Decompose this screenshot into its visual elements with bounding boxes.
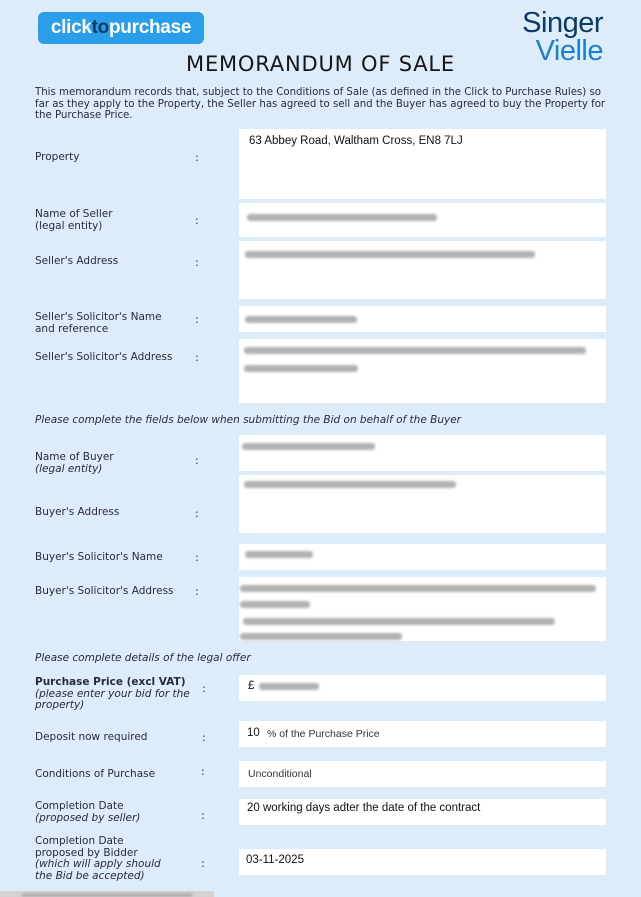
seller-name-label: [35, 209, 113, 232]
buyer-address-field[interactable]: [239, 475, 606, 533]
completion-seller-field[interactable]: [239, 799, 606, 825]
completion-bidder-label-line1: Completion Date: [35, 835, 124, 847]
deposit-suffix: % of the Purchase Price: [267, 728, 380, 740]
redacted-text: [240, 633, 402, 640]
logo-line-vielle: Vielle: [535, 35, 603, 67]
completion-bidder-colon: :: [201, 857, 205, 870]
seller-name-field[interactable]: [239, 203, 606, 237]
buyer-solicitor-colon: :: [195, 551, 199, 564]
conditions-label: Conditions of Purchase: [35, 768, 156, 780]
seller-address-label: Seller's Address: [35, 255, 119, 267]
intro-paragraph: This memorandum records that, subject to the Conditions of Sale (as defined in the Click to Purchase Rules) so far as they apply to the Property, the Seller has agreed to sell and the Buyer has agreed to buy the Property for the Purchase Price.: [35, 87, 606, 121]
buyer-solicitor-address-field[interactable]: [239, 577, 606, 641]
logo-text-click: click: [50, 17, 92, 38]
completion-bidder-label-line3: (which will apply should: [35, 858, 161, 870]
completion-seller-colon: :: [201, 809, 205, 822]
completion-bidder-label-line4: the Bid be accepted): [35, 869, 145, 882]
completion-seller-label-line2: (proposed by seller): [35, 811, 141, 824]
buyer-address-colon: :: [195, 507, 199, 520]
property-colon: :: [195, 151, 199, 164]
redacted-text: [245, 251, 535, 258]
conditions-value: Unconditional: [248, 768, 312, 780]
completion-bidder-label-line2: proposed by Bidder: [35, 846, 138, 859]
click-to-purchase-logo: [38, 12, 204, 44]
buyer-solicitor-label: Buyer's Solicitor's Name: [35, 551, 163, 563]
seller-solicitor-label: [35, 312, 162, 335]
seller-solicitor-label-line2: and reference: [35, 322, 109, 335]
seller-solicitor-field[interactable]: [239, 306, 606, 332]
logo-text-purchase: purchase: [109, 17, 192, 38]
seller-address-field[interactable]: [239, 241, 606, 299]
deposit-label: Deposit now required: [35, 731, 148, 743]
completion-seller-value: 20 working days adter the date of the contract: [247, 802, 481, 814]
buyer-solicitor-field[interactable]: [239, 544, 606, 570]
conditions-field[interactable]: [239, 761, 606, 787]
completion-seller-label-line1: Completion Date: [35, 800, 124, 812]
seller-solicitor-colon: :: [195, 313, 199, 326]
buyer-name-colon: :: [195, 454, 199, 467]
completion-bidder-field[interactable]: [239, 849, 606, 875]
completion-seller-label: [35, 801, 140, 824]
seller-solicitor-address-colon: :: [195, 351, 199, 364]
property-field[interactable]: [239, 129, 606, 199]
redacted-text: [240, 601, 310, 608]
property-value: 63 Abbey Road, Waltham Cross, EN8 7LJ: [249, 135, 463, 147]
redacted-text: [244, 347, 586, 354]
seller-address-colon: :: [195, 256, 199, 269]
redacted-footer-text: [22, 893, 192, 897]
purchase-price-label-line3: property): [35, 699, 85, 711]
buyer-name-label-line2: (legal entity): [35, 462, 103, 475]
completion-bidder-label: [35, 836, 161, 882]
redacted-text: [245, 551, 313, 558]
seller-name-label-line2: (legal entity): [35, 219, 103, 232]
deposit-value: 10: [247, 727, 260, 739]
conditions-colon: :: [201, 765, 205, 778]
redacted-text: [244, 365, 358, 372]
purchase-price-colon: :: [202, 682, 206, 695]
redacted-text: [244, 481, 456, 488]
buyer-name-field[interactable]: [239, 435, 606, 471]
purchase-price-field[interactable]: [239, 675, 606, 701]
buyer-solicitor-address-colon: :: [195, 585, 199, 598]
offer-instructions-note: Please complete details of the legal offer: [35, 652, 251, 664]
purchase-price-label-line1: Purchase Price (excl VAT): [35, 676, 186, 688]
buyer-instructions-note: Please complete the fields below when submitting the Bid on behalf of the Buyer: [35, 414, 461, 426]
redacted-text: [242, 443, 375, 450]
seller-solicitor-label-line1: Seller's Solicitor's Name: [35, 311, 162, 323]
purchase-price-label-line2: (please enter your bid for the: [35, 687, 190, 700]
seller-solicitor-address-field[interactable]: [239, 339, 606, 403]
purchase-price-label: [35, 677, 190, 712]
redacted-text: [259, 683, 319, 690]
redacted-text: [240, 585, 596, 592]
seller-name-colon: :: [195, 214, 199, 227]
currency-symbol: £: [248, 680, 255, 692]
logo-line-singer: Singer: [522, 7, 603, 39]
deposit-colon: :: [202, 731, 206, 744]
page-title: MEMORANDUM OF SALE: [186, 52, 455, 76]
redacted-text: [243, 618, 555, 625]
deposit-field[interactable]: [239, 721, 606, 747]
seller-name-label-line1: Name of Seller: [35, 208, 113, 220]
seller-solicitor-address-label: Seller's Solicitor's Address: [35, 351, 173, 363]
completion-bidder-value: 03-11-2025: [246, 854, 304, 866]
buyer-solicitor-address-label: Buyer's Solicitor's Address: [35, 585, 174, 597]
buyer-name-label-line1: Name of Buyer: [35, 451, 114, 463]
redacted-text: [247, 214, 437, 221]
buyer-address-label: Buyer's Address: [35, 506, 120, 518]
buyer-name-label: [35, 452, 114, 475]
property-label: Property: [35, 151, 80, 163]
logo-text-to: to: [91, 17, 109, 38]
redacted-text: [245, 316, 357, 323]
